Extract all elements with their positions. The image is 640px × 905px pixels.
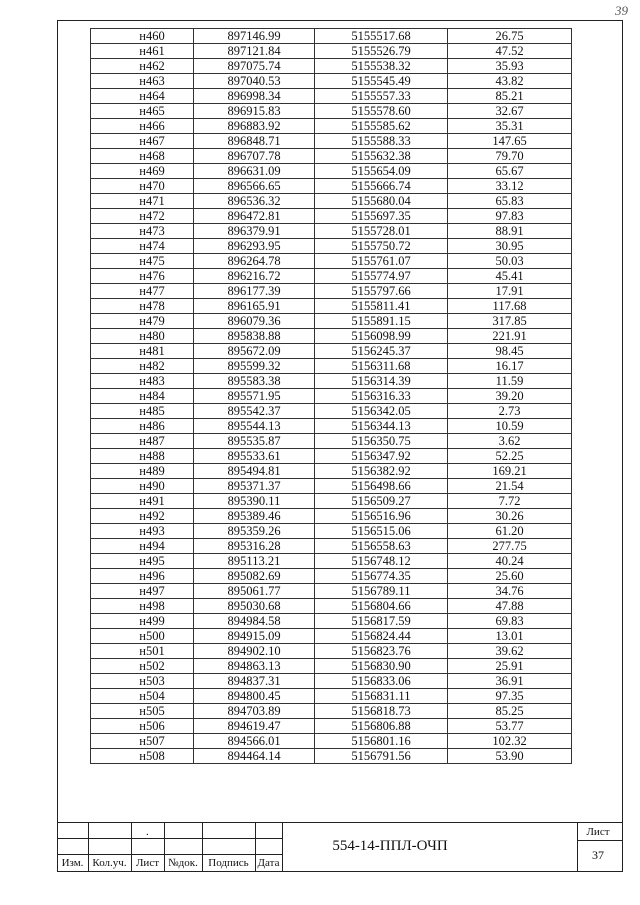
point-id-cell: н494	[91, 539, 194, 554]
distance-cell: 65.83	[448, 194, 572, 209]
point-id-cell: н478	[91, 299, 194, 314]
distance-cell: 102.32	[448, 734, 572, 749]
point-id-cell: н496	[91, 569, 194, 584]
point-id-cell: н504	[91, 689, 194, 704]
distance-cell: 35.93	[448, 59, 572, 74]
x-coordinate-cell: 894800.45	[194, 689, 315, 704]
col-data: Дата	[257, 857, 280, 869]
table-row	[91, 329, 572, 344]
distance-cell: 32.67	[448, 104, 572, 119]
point-id-cell: н477	[91, 284, 194, 299]
y-coordinate-cell: 5155632.38	[315, 149, 448, 164]
table-row	[91, 644, 572, 659]
x-coordinate-cell: 895389.46	[194, 509, 315, 524]
point-id-cell: н480	[91, 329, 194, 344]
point-id-cell: н487	[91, 434, 194, 449]
y-coordinate-cell: 5156833.06	[315, 674, 448, 689]
distance-cell: 13.01	[448, 629, 572, 644]
distance-cell: 10.59	[448, 419, 572, 434]
x-coordinate-cell: 897075.74	[194, 59, 315, 74]
y-coordinate-cell: 5156824.44	[315, 629, 448, 644]
x-coordinate-cell: 896379.91	[194, 224, 315, 239]
x-coordinate-cell: 895583.38	[194, 374, 315, 389]
distance-cell: 30.95	[448, 239, 572, 254]
x-coordinate-cell: 896915.83	[194, 104, 315, 119]
stamp-dot: .	[146, 826, 149, 838]
distance-cell: 43.82	[448, 74, 572, 89]
x-coordinate-cell: 897121.84	[194, 44, 315, 59]
x-coordinate-cell: 895359.26	[194, 524, 315, 539]
distance-cell: 40.24	[448, 554, 572, 569]
y-coordinate-cell: 5155545.49	[315, 74, 448, 89]
table-row	[91, 359, 572, 374]
point-id-cell: н491	[91, 494, 194, 509]
x-coordinate-cell: 895371.37	[194, 479, 315, 494]
x-coordinate-cell: 897040.53	[194, 74, 315, 89]
x-coordinate-cell: 896631.09	[194, 164, 315, 179]
table-row	[91, 449, 572, 464]
distance-cell: 21.54	[448, 479, 572, 494]
point-id-cell: н500	[91, 629, 194, 644]
x-coordinate-cell: 895544.13	[194, 419, 315, 434]
table-row	[91, 299, 572, 314]
table-row	[91, 134, 572, 149]
y-coordinate-cell: 5155666.74	[315, 179, 448, 194]
x-coordinate-cell: 895535.87	[194, 434, 315, 449]
point-id-cell: н476	[91, 269, 194, 284]
distance-cell: 2.73	[448, 404, 572, 419]
table-row	[91, 464, 572, 479]
y-coordinate-cell: 5156823.76	[315, 644, 448, 659]
table-row	[91, 314, 572, 329]
point-id-cell: н471	[91, 194, 194, 209]
distance-cell: 53.77	[448, 719, 572, 734]
point-id-cell: н507	[91, 734, 194, 749]
y-coordinate-cell: 5156245.37	[315, 344, 448, 359]
col-list: Лист	[135, 857, 160, 869]
x-coordinate-cell: 894863.13	[194, 659, 315, 674]
y-coordinate-cell: 5156098.99	[315, 329, 448, 344]
point-id-cell: н506	[91, 719, 194, 734]
x-coordinate-cell: 896293.95	[194, 239, 315, 254]
x-coordinate-cell: 896472.81	[194, 209, 315, 224]
table-row	[91, 389, 572, 404]
distance-cell: 7.72	[448, 494, 572, 509]
y-coordinate-cell: 5156806.88	[315, 719, 448, 734]
distance-cell: 97.83	[448, 209, 572, 224]
y-coordinate-cell: 5156789.11	[315, 584, 448, 599]
distance-cell: 221.91	[448, 329, 572, 344]
table-row	[91, 374, 572, 389]
point-id-cell: н503	[91, 674, 194, 689]
y-coordinate-cell: 5155761.07	[315, 254, 448, 269]
x-coordinate-cell: 896848.71	[194, 134, 315, 149]
x-coordinate-cell: 896707.78	[194, 149, 315, 164]
point-id-cell: н462	[91, 59, 194, 74]
table-row	[91, 689, 572, 704]
point-id-cell: н469	[91, 164, 194, 179]
y-coordinate-cell: 5156774.35	[315, 569, 448, 584]
distance-cell: 47.88	[448, 599, 572, 614]
y-coordinate-cell: 5156311.68	[315, 359, 448, 374]
x-coordinate-cell: 896079.36	[194, 314, 315, 329]
table-row	[91, 239, 572, 254]
x-coordinate-cell: 895061.77	[194, 584, 315, 599]
point-id-cell: н499	[91, 614, 194, 629]
x-coordinate-cell: 897146.99	[194, 29, 315, 44]
distance-cell: 277.75	[448, 539, 572, 554]
point-id-cell: н489	[91, 464, 194, 479]
x-coordinate-cell: 894837.31	[194, 674, 315, 689]
point-id-cell: н495	[91, 554, 194, 569]
y-coordinate-cell: 5156801.16	[315, 734, 448, 749]
table-row	[91, 539, 572, 554]
x-coordinate-cell: 896216.72	[194, 269, 315, 284]
point-id-cell: н474	[91, 239, 194, 254]
table-row	[91, 149, 572, 164]
x-coordinate-cell: 895533.61	[194, 449, 315, 464]
coordinates-table	[90, 28, 572, 764]
sheet-label: Лист	[586, 826, 610, 838]
y-coordinate-cell: 5156350.75	[315, 434, 448, 449]
y-coordinate-cell: 5156817.59	[315, 614, 448, 629]
point-id-cell: н508	[91, 749, 194, 764]
distance-cell: 52.25	[448, 449, 572, 464]
point-id-cell: н502	[91, 659, 194, 674]
col-izm: Изм.	[61, 857, 84, 869]
y-coordinate-cell: 5156791.56	[315, 749, 448, 764]
point-id-cell: н470	[91, 179, 194, 194]
table-row	[91, 479, 572, 494]
distance-cell: 85.25	[448, 704, 572, 719]
distance-cell: 33.12	[448, 179, 572, 194]
y-coordinate-cell: 5156347.92	[315, 449, 448, 464]
table-row	[91, 749, 572, 764]
y-coordinate-cell: 5155588.33	[315, 134, 448, 149]
table-row	[91, 419, 572, 434]
table-row	[91, 674, 572, 689]
table-row	[91, 164, 572, 179]
y-coordinate-cell: 5155538.32	[315, 59, 448, 74]
y-coordinate-cell: 5155697.35	[315, 209, 448, 224]
col-podpis: Подпись	[208, 857, 249, 869]
x-coordinate-cell: 895672.09	[194, 344, 315, 359]
distance-cell: 25.91	[448, 659, 572, 674]
table-row	[91, 44, 572, 59]
point-id-cell: н463	[91, 74, 194, 89]
distance-cell: 11.59	[448, 374, 572, 389]
x-coordinate-cell: 895316.28	[194, 539, 315, 554]
y-coordinate-cell: 5156830.90	[315, 659, 448, 674]
point-id-cell: н481	[91, 344, 194, 359]
distance-cell: 16.17	[448, 359, 572, 374]
distance-cell: 169.21	[448, 464, 572, 479]
distance-cell: 65.67	[448, 164, 572, 179]
distance-cell: 25.60	[448, 569, 572, 584]
y-coordinate-cell: 5155774.97	[315, 269, 448, 284]
distance-cell: 85.21	[448, 89, 572, 104]
distance-cell: 39.62	[448, 644, 572, 659]
table-row	[91, 194, 572, 209]
table-row	[91, 599, 572, 614]
table-row	[91, 119, 572, 134]
point-id-cell: н485	[91, 404, 194, 419]
distance-cell: 36.91	[448, 674, 572, 689]
y-coordinate-cell: 5156515.06	[315, 524, 448, 539]
x-coordinate-cell: 895030.68	[194, 599, 315, 614]
table-row	[91, 104, 572, 119]
distance-cell: 97.35	[448, 689, 572, 704]
page-mark: 39	[615, 3, 628, 18]
table-row	[91, 254, 572, 269]
y-coordinate-cell: 5156818.73	[315, 704, 448, 719]
table-row	[91, 719, 572, 734]
point-id-cell: н492	[91, 509, 194, 524]
x-coordinate-cell: 896536.32	[194, 194, 315, 209]
point-id-cell: н498	[91, 599, 194, 614]
point-id-cell: н479	[91, 314, 194, 329]
y-coordinate-cell: 5155585.62	[315, 119, 448, 134]
table-row	[91, 569, 572, 584]
x-coordinate-cell: 895494.81	[194, 464, 315, 479]
y-coordinate-cell: 5156831.11	[315, 689, 448, 704]
x-coordinate-cell: 895542.37	[194, 404, 315, 419]
distance-cell: 30.26	[448, 509, 572, 524]
distance-cell: 69.83	[448, 614, 572, 629]
table-row	[91, 509, 572, 524]
table-row	[91, 284, 572, 299]
x-coordinate-cell: 896998.34	[194, 89, 315, 104]
x-coordinate-cell: 894703.89	[194, 704, 315, 719]
point-id-cell: н472	[91, 209, 194, 224]
point-id-cell: н461	[91, 44, 194, 59]
col-kol: Кол.уч.	[92, 857, 127, 869]
distance-cell: 79.70	[448, 149, 572, 164]
distance-cell: 39.20	[448, 389, 572, 404]
y-coordinate-cell: 5155517.68	[315, 29, 448, 44]
table-row	[91, 224, 572, 239]
distance-cell: 117.68	[448, 299, 572, 314]
point-id-cell: н484	[91, 389, 194, 404]
point-id-cell: н488	[91, 449, 194, 464]
distance-cell: 35.31	[448, 119, 572, 134]
y-coordinate-cell: 5155728.01	[315, 224, 448, 239]
y-coordinate-cell: 5156498.66	[315, 479, 448, 494]
x-coordinate-cell: 894902.10	[194, 644, 315, 659]
table-row	[91, 209, 572, 224]
x-coordinate-cell: 895390.11	[194, 494, 315, 509]
y-coordinate-cell: 5155891.15	[315, 314, 448, 329]
sheet-number: 37	[592, 848, 604, 862]
table-row	[91, 269, 572, 284]
table-row	[91, 179, 572, 194]
table-row	[91, 59, 572, 74]
point-id-cell: н493	[91, 524, 194, 539]
y-coordinate-cell: 5155654.09	[315, 164, 448, 179]
y-coordinate-cell: 5155750.72	[315, 239, 448, 254]
y-coordinate-cell: 5156516.96	[315, 509, 448, 524]
x-coordinate-cell: 896883.92	[194, 119, 315, 134]
distance-cell: 50.03	[448, 254, 572, 269]
y-coordinate-cell: 5156314.39	[315, 374, 448, 389]
y-coordinate-cell: 5156748.12	[315, 554, 448, 569]
table-row	[91, 344, 572, 359]
y-coordinate-cell: 5156382.92	[315, 464, 448, 479]
distance-cell: 34.76	[448, 584, 572, 599]
x-coordinate-cell: 896177.39	[194, 284, 315, 299]
point-id-cell: н465	[91, 104, 194, 119]
table-row	[91, 659, 572, 674]
point-id-cell: н483	[91, 374, 194, 389]
y-coordinate-cell: 5156316.33	[315, 389, 448, 404]
distance-cell: 47.52	[448, 44, 572, 59]
point-id-cell: н505	[91, 704, 194, 719]
y-coordinate-cell: 5155578.60	[315, 104, 448, 119]
distance-cell: 147.65	[448, 134, 572, 149]
distance-cell: 53.90	[448, 749, 572, 764]
x-coordinate-cell: 894984.58	[194, 614, 315, 629]
point-id-cell: н466	[91, 119, 194, 134]
y-coordinate-cell: 5156344.13	[315, 419, 448, 434]
distance-cell: 3.62	[448, 434, 572, 449]
x-coordinate-cell: 896566.65	[194, 179, 315, 194]
y-coordinate-cell: 5156342.05	[315, 404, 448, 419]
y-coordinate-cell: 5155557.33	[315, 89, 448, 104]
table-row	[91, 614, 572, 629]
point-id-cell: н460	[91, 29, 194, 44]
y-coordinate-cell: 5155797.66	[315, 284, 448, 299]
y-coordinate-cell: 5156509.27	[315, 494, 448, 509]
y-coordinate-cell: 5155811.41	[315, 299, 448, 314]
distance-cell: 317.85	[448, 314, 572, 329]
point-id-cell: н464	[91, 89, 194, 104]
table-row	[91, 434, 572, 449]
table-row	[91, 524, 572, 539]
col-ndok: №док.	[168, 857, 198, 869]
table-row	[91, 74, 572, 89]
table-row	[91, 494, 572, 509]
x-coordinate-cell: 895113.21	[194, 554, 315, 569]
distance-cell: 26.75	[448, 29, 572, 44]
point-id-cell: н468	[91, 149, 194, 164]
table-row	[91, 704, 572, 719]
table-row	[91, 29, 572, 44]
point-id-cell: н482	[91, 359, 194, 374]
x-coordinate-cell: 894464.14	[194, 749, 315, 764]
y-coordinate-cell: 5155526.79	[315, 44, 448, 59]
point-id-cell: н497	[91, 584, 194, 599]
point-id-cell: н467	[91, 134, 194, 149]
document-code: 554-14-ППЛ-ОЧП	[332, 838, 448, 854]
x-coordinate-cell: 896165.91	[194, 299, 315, 314]
table-row	[91, 629, 572, 644]
distance-cell: 98.45	[448, 344, 572, 359]
y-coordinate-cell: 5155680.04	[315, 194, 448, 209]
table-row	[91, 404, 572, 419]
distance-cell: 88.91	[448, 224, 572, 239]
x-coordinate-cell: 894566.01	[194, 734, 315, 749]
x-coordinate-cell: 895838.88	[194, 329, 315, 344]
point-id-cell: н501	[91, 644, 194, 659]
point-id-cell: н490	[91, 479, 194, 494]
distance-cell: 61.20	[448, 524, 572, 539]
distance-cell: 17.91	[448, 284, 572, 299]
point-id-cell: н486	[91, 419, 194, 434]
table-row	[91, 89, 572, 104]
y-coordinate-cell: 5156804.66	[315, 599, 448, 614]
distance-cell: 45.41	[448, 269, 572, 284]
x-coordinate-cell: 894915.09	[194, 629, 315, 644]
x-coordinate-cell: 895571.95	[194, 389, 315, 404]
x-coordinate-cell: 894619.47	[194, 719, 315, 734]
y-coordinate-cell: 5156558.63	[315, 539, 448, 554]
table-row	[91, 554, 572, 569]
table-row	[91, 584, 572, 599]
x-coordinate-cell: 896264.78	[194, 254, 315, 269]
point-id-cell: н473	[91, 224, 194, 239]
x-coordinate-cell: 895599.32	[194, 359, 315, 374]
x-coordinate-cell: 895082.69	[194, 569, 315, 584]
point-id-cell: н475	[91, 254, 194, 269]
table-row	[91, 734, 572, 749]
